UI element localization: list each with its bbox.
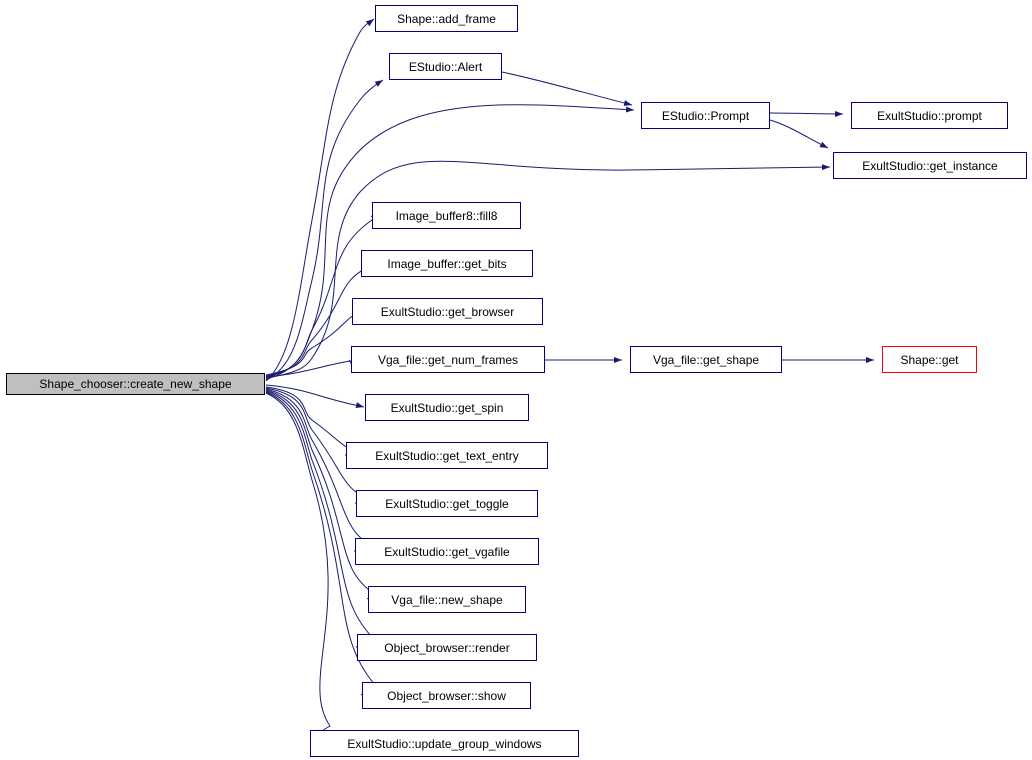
graph-node-get_instance[interactable]: ExultStudio::get_instance <box>833 152 1027 179</box>
graph-node-show[interactable]: Object_browser::show <box>362 682 531 709</box>
graph-node-new_shape[interactable]: Vga_file::new_shape <box>368 586 526 613</box>
graph-node-render[interactable]: Object_browser::render <box>357 634 537 661</box>
graph-node-root[interactable]: Shape_chooser::create_new_shape <box>6 373 265 395</box>
graph-node-get_text_entry[interactable]: ExultStudio::get_text_entry <box>346 442 548 469</box>
graph-node-get_browser[interactable]: ExultStudio::get_browser <box>352 298 543 325</box>
graph-edge-prompt_estudio-to-prompt_exult <box>770 113 843 114</box>
graph-edge-root-to-get_vgafile <box>266 389 375 551</box>
graph-node-prompt_estudio[interactable]: EStudio::Prompt <box>641 102 770 129</box>
graph-node-fill8[interactable]: Image_buffer8::fill8 <box>372 202 521 229</box>
graph-node-prompt_exult[interactable]: ExultStudio::prompt <box>851 102 1008 129</box>
graph-node-get_vgafile[interactable]: ExultStudio::get_vgafile <box>355 538 539 565</box>
graph-edge-root-to-update_group <box>266 393 330 736</box>
graph-edge-root-to-prompt_estudio <box>266 105 634 379</box>
graph-edge-root-to-get_num_frames <box>266 360 350 377</box>
graph-node-shape_get[interactable]: Shape::get <box>882 346 977 373</box>
graph-edge-prompt_estudio-to-get_instance <box>770 120 828 148</box>
graph-edge-root-to-add_frame <box>266 19 374 381</box>
graph-edge-alert-to-prompt_estudio <box>502 72 632 105</box>
graph-edge-root-to-render <box>266 391 375 647</box>
graph-node-get_toggle[interactable]: ExultStudio::get_toggle <box>356 490 538 517</box>
graph-node-get_bits[interactable]: Image_buffer::get_bits <box>361 250 533 277</box>
graph-node-get_spin[interactable]: ExultStudio::get_spin <box>365 394 529 421</box>
graph-edge-root-to-alert <box>266 80 383 380</box>
graph-edge-root-to-get_spin <box>266 385 364 407</box>
graph-node-update_group[interactable]: ExultStudio::update_group_windows <box>310 730 579 757</box>
graph-node-get_shape[interactable]: Vga_file::get_shape <box>630 346 782 373</box>
graph-node-add_frame[interactable]: Shape::add_frame <box>375 5 518 32</box>
graph-node-alert[interactable]: EStudio::Alert <box>389 53 502 80</box>
graph-node-get_num_frames[interactable]: Vga_file::get_num_frames <box>351 346 545 373</box>
